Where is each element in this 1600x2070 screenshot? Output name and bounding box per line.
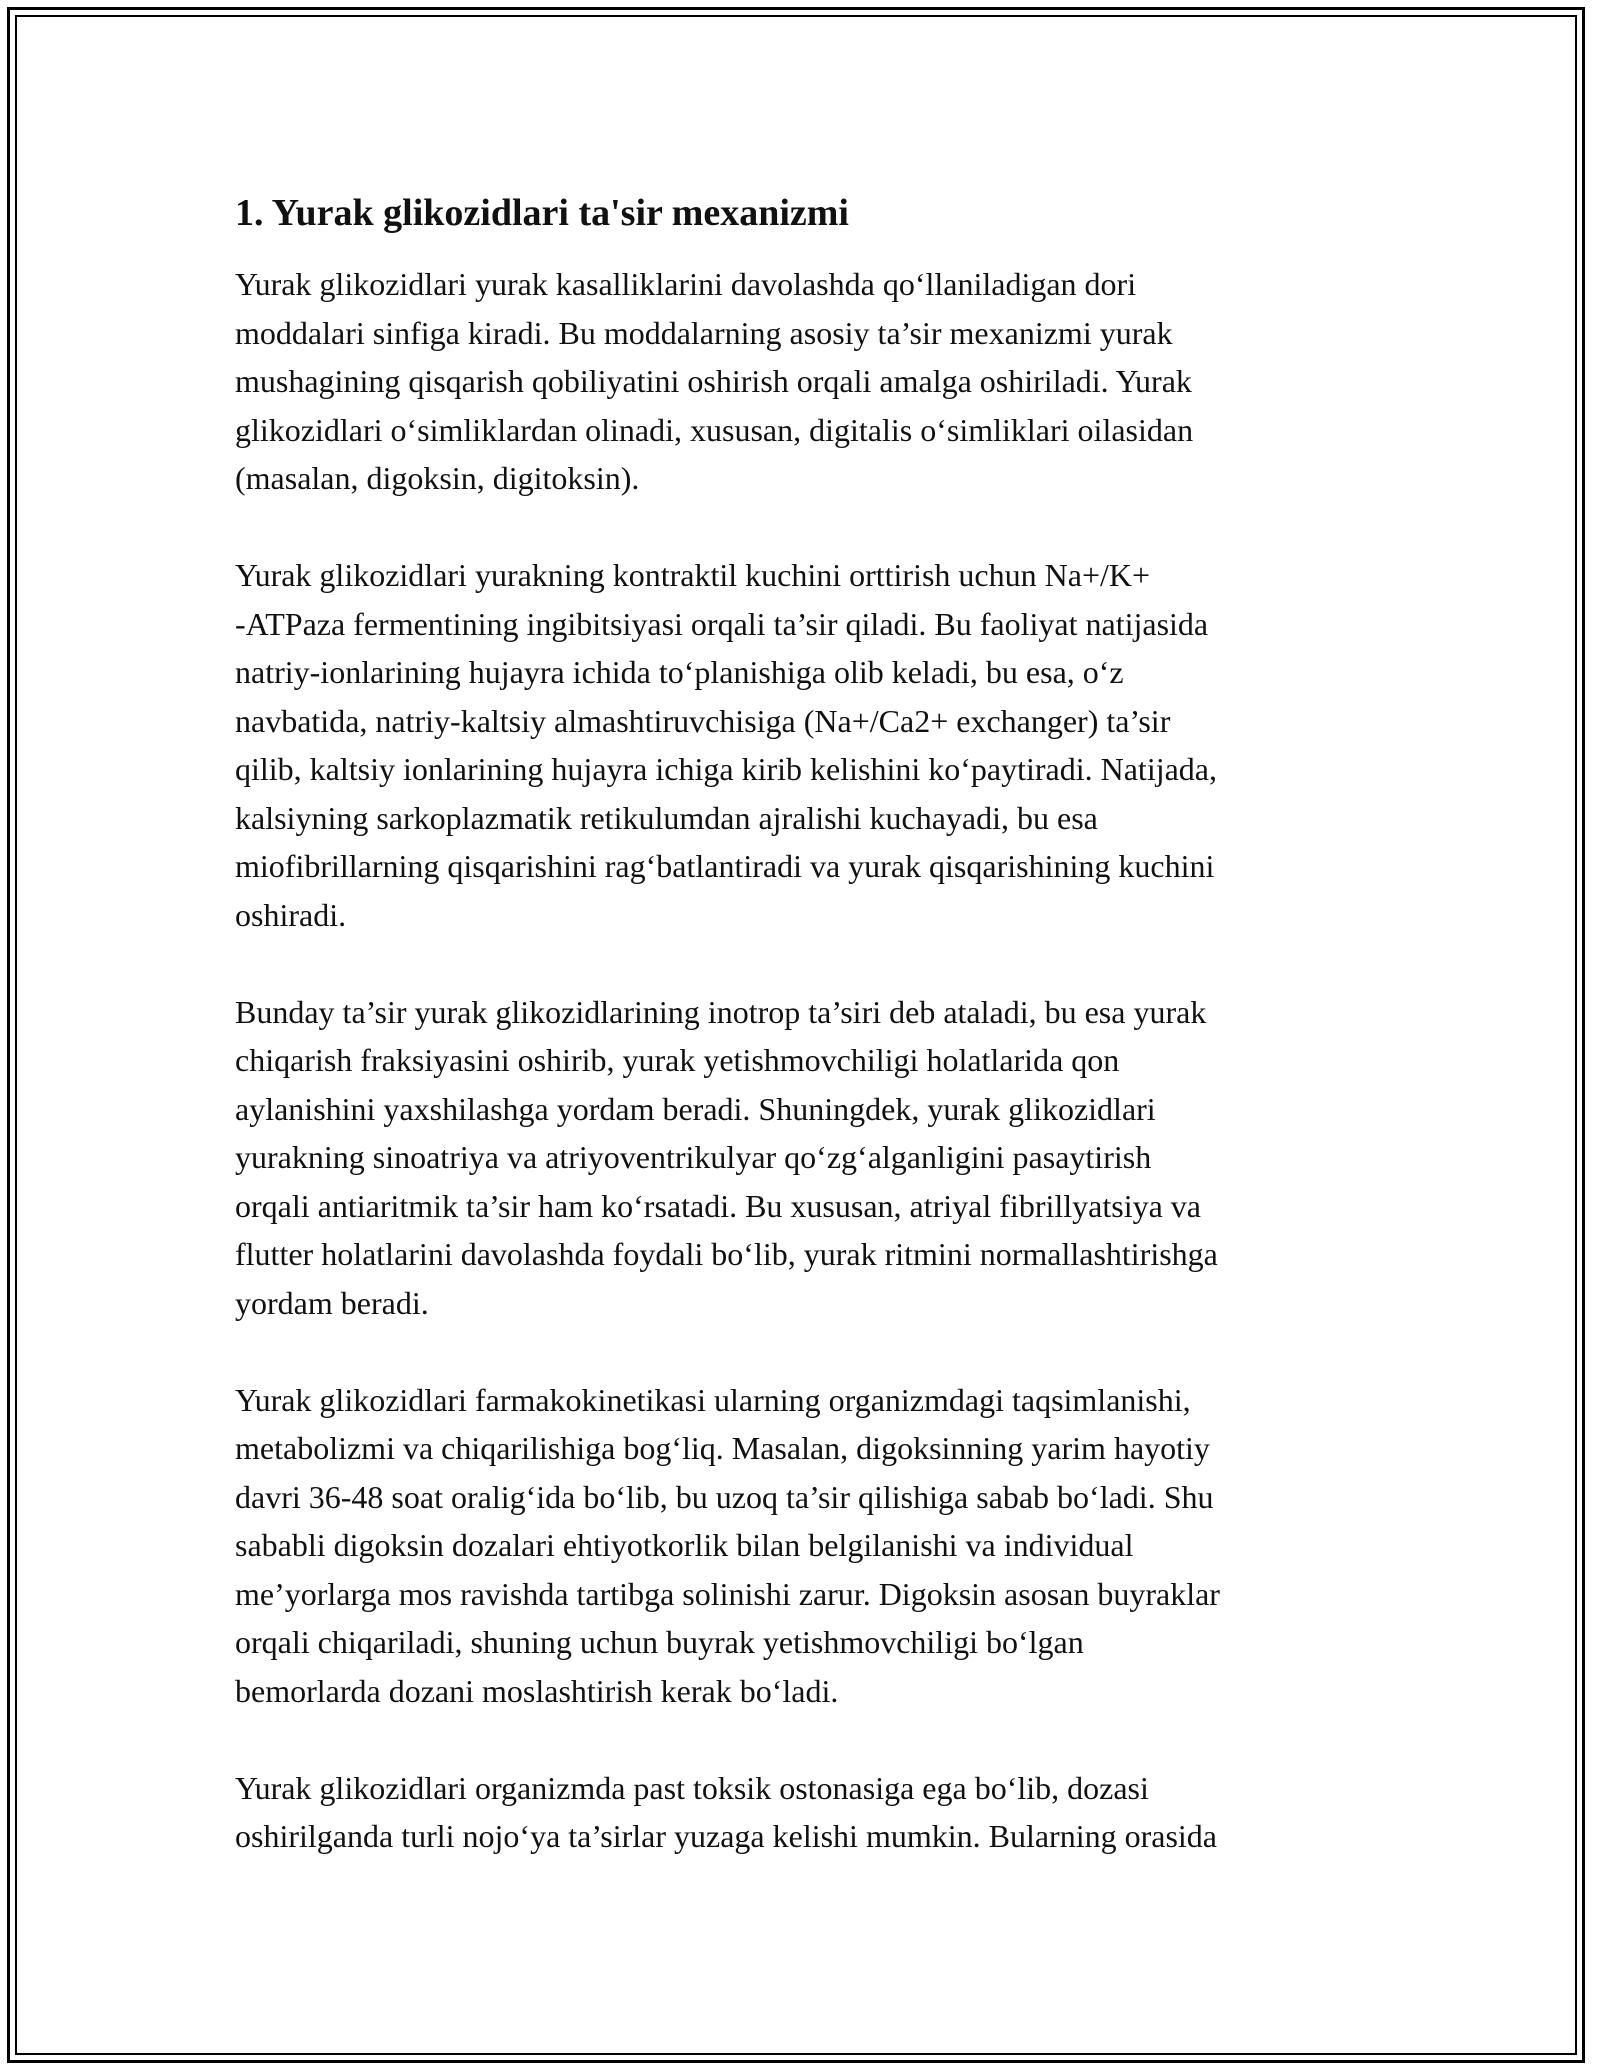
body-paragraph bbox=[235, 551, 1365, 939]
paragraph-line: yordam beradi. bbox=[235, 1284, 429, 1321]
paragraph-line: natriy-ionlarining hujayra ichida to‘planishiga olib keladi, bu esa, o‘z bbox=[235, 654, 1124, 690]
paragraph-line: aylanishini yaxshilashga yordam beradi. Shuningdek, yurak glikozidlari bbox=[235, 1090, 1156, 1127]
section-title: 1. Yurak glikozidlari ta'sir mexanizmi bbox=[235, 192, 849, 234]
paragraph-line: -ATPaza fermentining ingibitsiyasi orqali ta’sir qiladi. Bu faoliyat natijasida bbox=[235, 605, 1209, 642]
body-paragraph bbox=[235, 1376, 1365, 1716]
paragraph-line: mushagining qisqarish qobiliyatini oshirish orqali amalga oshiriladi. Yurak bbox=[235, 363, 1192, 399]
paragraph-line: moddalari sinfiga kiradi. Bu moddalarning asosiy ta’sir mexanizmi yurak bbox=[235, 314, 1173, 351]
paragraph-line: Yurak glikozidlari farmakokinetikasi ularning organizmdagi taqsimlanishi, bbox=[235, 1381, 1191, 1418]
paragraph-line: Bunday ta’sir yurak glikozidlarining inotrop ta’siri deb ataladi, bu esa yurak bbox=[235, 993, 1207, 1030]
paragraph-line: oshirilganda turli nojo‘ya ta’sirlar yuzaga kelishi mumkin. Bularning orasida bbox=[235, 1818, 1217, 1854]
paragraph-line: metabolizmi va chiqarilishiga bog‘liq. Masalan, digoksinning yarim hayotiy bbox=[235, 1430, 1210, 1466]
paragraph-line: miofibrillarning qisqarishini rag‘batlantiradi va yurak qisqarishining kuchini bbox=[235, 848, 1215, 884]
paragraph-line: chiqarish fraksiyasini oshirib, yurak yetishmovchiligi holatlarida qon bbox=[235, 1042, 1120, 1078]
paragraph-line: sababli digoksin dozalari ehtiyotkorlik bilan belgilanishi va individual bbox=[235, 1527, 1134, 1563]
document-body bbox=[235, 190, 1385, 1909]
paragraph-line: Yurak glikozidlari yurak kasalliklarini davolashda qo‘llaniladigan dori bbox=[235, 266, 1137, 302]
paragraph-line: davri 36-48 soat oralig‘ida bo‘lib, bu uzoq ta’sir qilishiga sabab bo‘ladi. Shu bbox=[235, 1478, 1214, 1515]
paragraph-line: me’yorlarga mos ravishda tartibga solinishi zarur. Digoksin asosan buyraklar bbox=[235, 1575, 1220, 1612]
paragraph-line: oshiradi. bbox=[235, 896, 347, 933]
paragraph-line: navbatida, natriy-kaltsiy almashtiruvchisiga (Na+/Ca2+ exchanger) ta’sir bbox=[235, 702, 1171, 739]
paragraph-line: orqali chiqariladi, shuning uchun buyrak yetishmovchiligi bo‘lgan bbox=[235, 1624, 1084, 1660]
body-paragraph bbox=[235, 1764, 1365, 1861]
paragraph-line: (masalan, digoksin, digitoksin). bbox=[235, 460, 640, 496]
paragraph-line: yurakning sinoatriya va atriyoventrikulyar qo‘zg‘alganligini pasaytirish bbox=[235, 1139, 1152, 1175]
paragraph-line: orqali antiaritmik ta’sir ham ko‘rsatadi. Bu xususan, atriyal fibrillyatsiya va bbox=[235, 1187, 1201, 1224]
paragraph-list bbox=[235, 260, 1385, 1861]
body-paragraph bbox=[235, 988, 1365, 1328]
paragraph-line: Yurak glikozidlari yurakning kontraktil kuchini orttirish uchun Na+/K+ bbox=[235, 557, 1151, 593]
body-paragraph bbox=[235, 260, 1365, 503]
paragraph-line: flutter holatlarini davolashda foydali bo‘lib, yurak ritmini normallashtirishga bbox=[235, 1236, 1218, 1272]
paragraph-line: bemorlarda dozani moslashtirish kerak bo‘ladi. bbox=[235, 1672, 839, 1709]
paragraph-line: qilib, kaltsiy ionlarining hujayra ichiga kirib kelishini ko‘paytiradi. Natijada, bbox=[235, 751, 1217, 787]
paragraph-line: glikozidlari o‘simliklardan olinadi, xususan, digitalis o‘simliklari oilasidan bbox=[235, 411, 1194, 448]
paragraph-line: Yurak glikozidlari organizmda past toksik ostonasiga ega bo‘lib, dozasi bbox=[235, 1769, 1149, 1806]
paragraph-line: kalsiyning sarkoplazmatik retikulumdan ajralishi kuchayadi, bu esa bbox=[235, 799, 1098, 836]
